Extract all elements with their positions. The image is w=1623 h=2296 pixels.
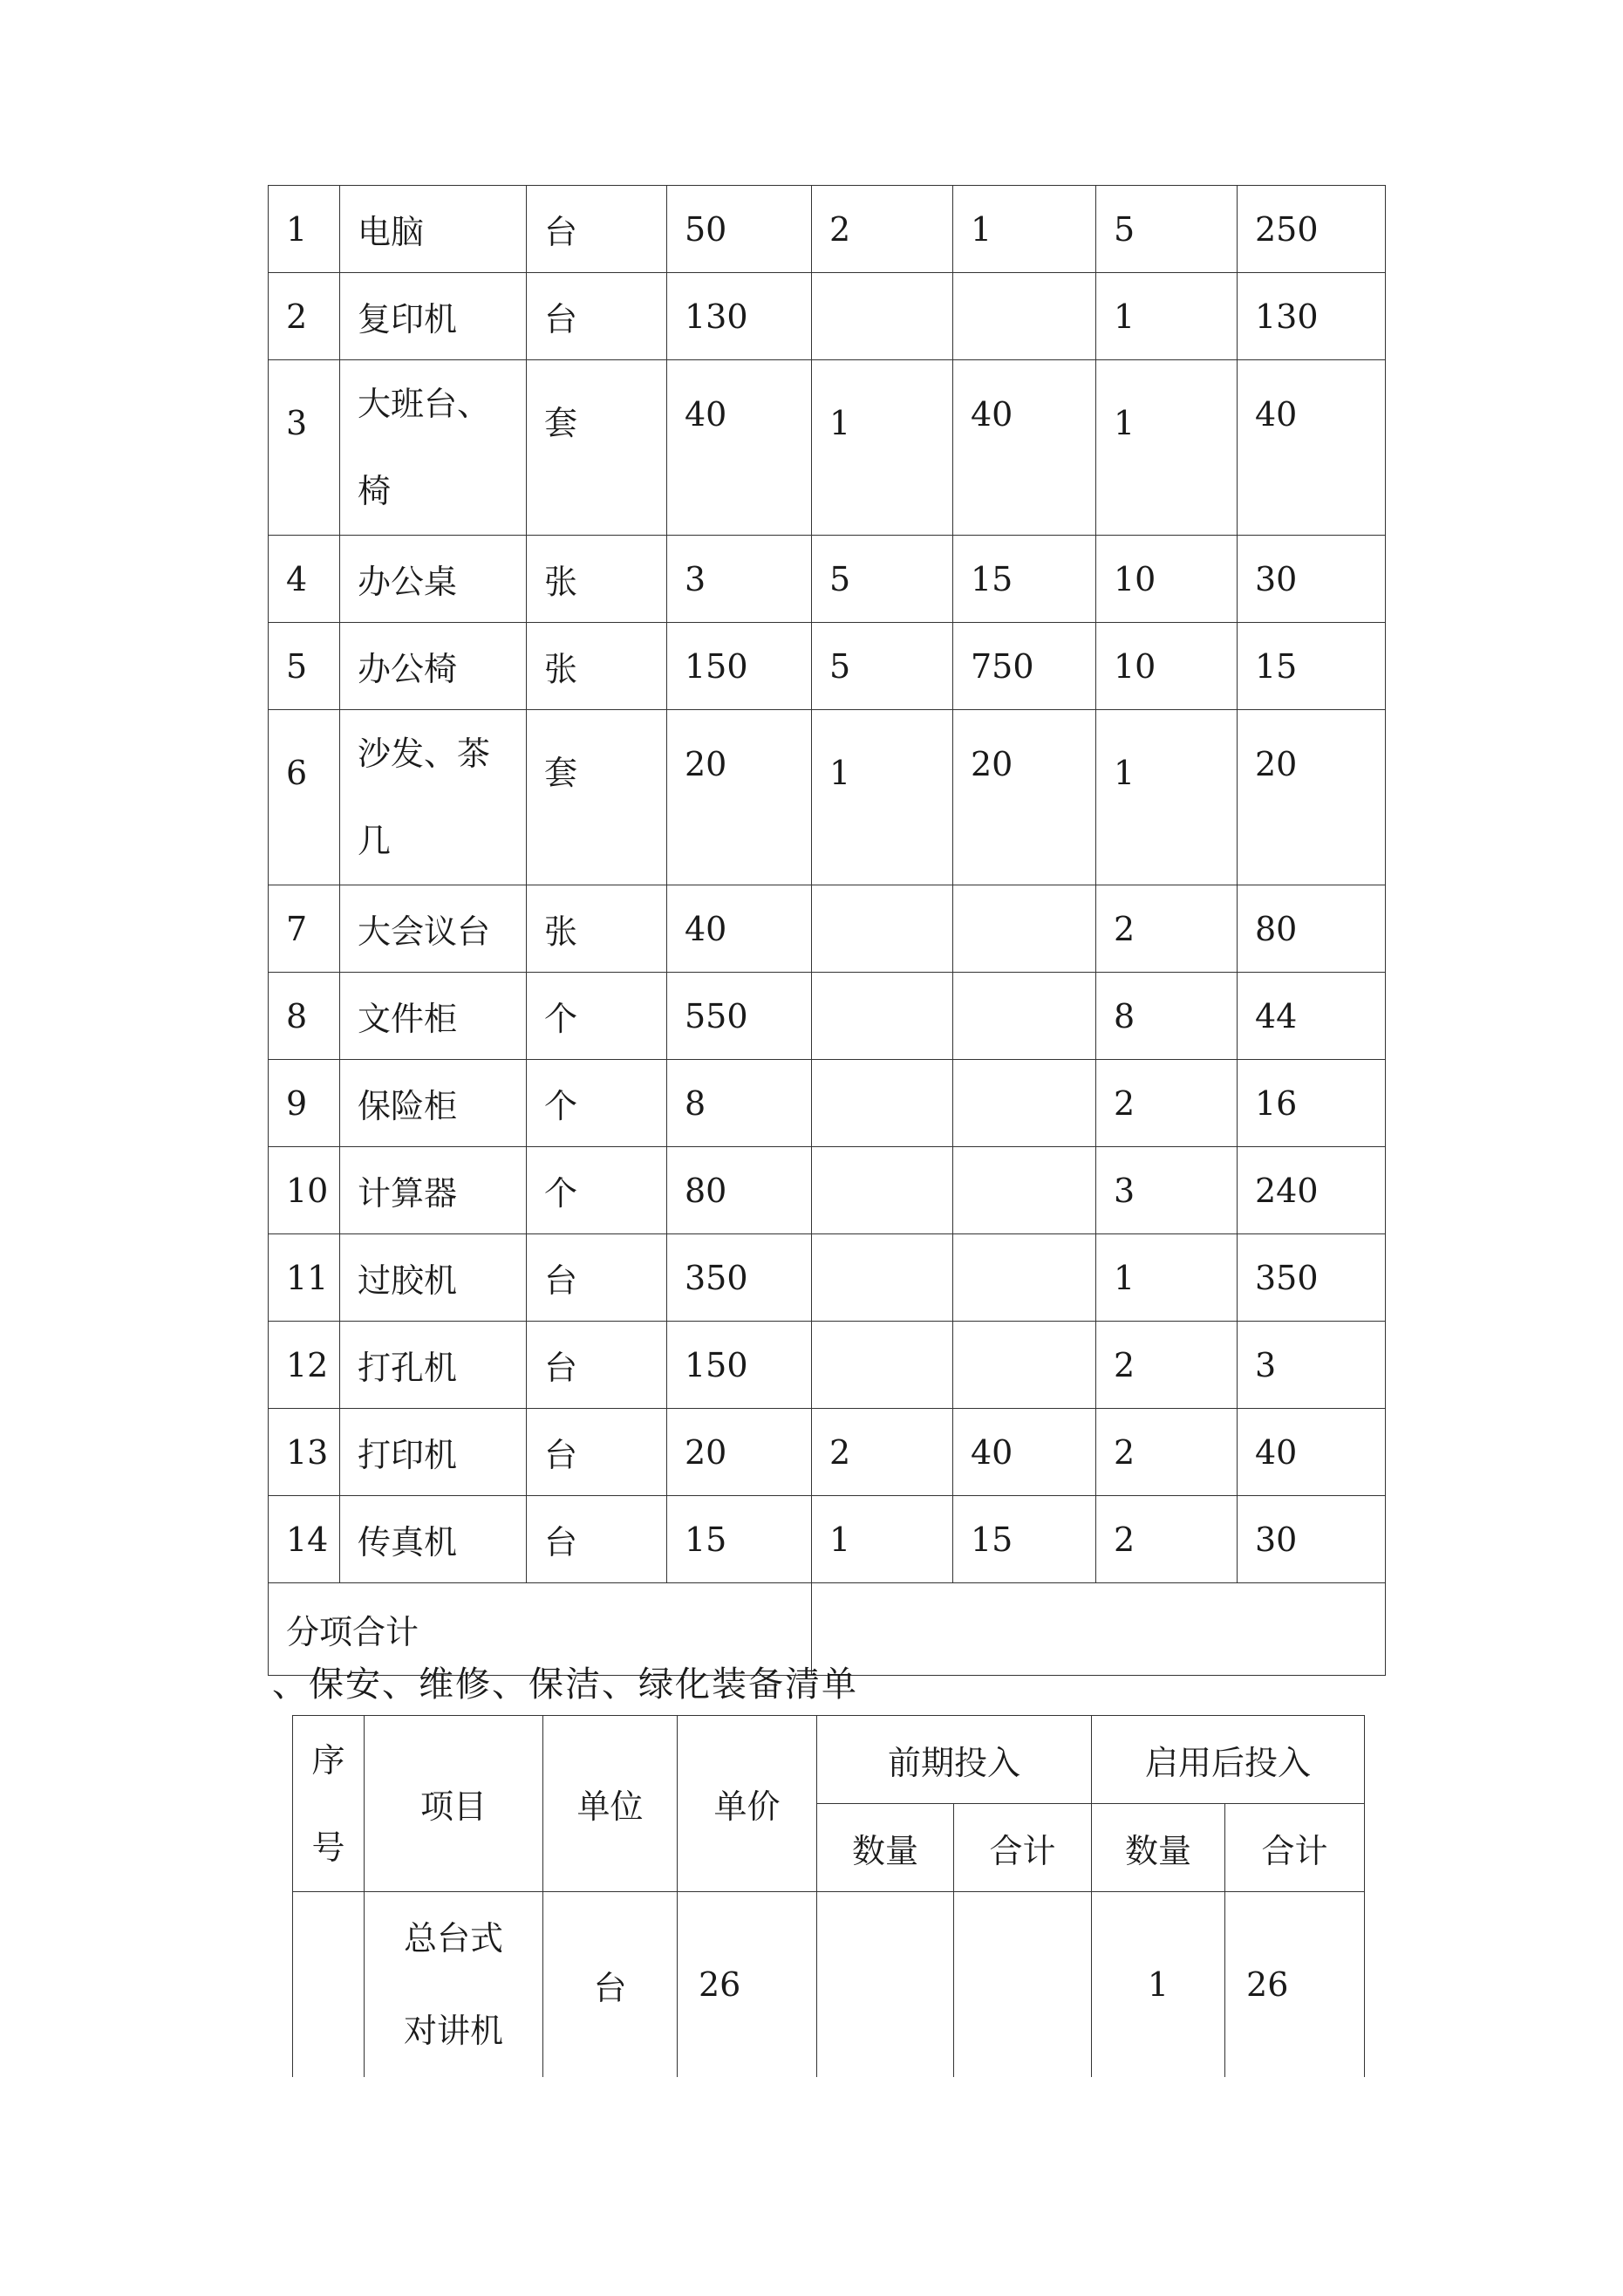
header-initial-total: 合计 [954, 1804, 1092, 1892]
unit-price: 130 [667, 273, 812, 360]
header-unit: 单位 [543, 1716, 678, 1892]
table-row [269, 973, 1386, 1060]
table-row [269, 885, 1386, 973]
later-total: 20 [1238, 710, 1386, 885]
later-quantity: 8 [1096, 973, 1238, 1060]
unit-price: 50 [667, 186, 812, 273]
row-number: 13 [269, 1409, 340, 1496]
table-row [269, 1322, 1386, 1409]
item-name: 打孔机 [340, 1322, 527, 1409]
later-quantity: 2 [1096, 1060, 1238, 1147]
item-unit: 个 [527, 973, 667, 1060]
header-later-total: 合计 [1225, 1804, 1365, 1892]
table-row [269, 1496, 1386, 1583]
header-item: 项目 [365, 1716, 543, 1892]
header-initial-quantity: 数量 [817, 1804, 954, 1892]
item-unit: 个 [527, 1060, 667, 1147]
row-number: 12 [269, 1322, 340, 1409]
later-quantity: 1 [1096, 273, 1238, 360]
initial-quantity [812, 1322, 953, 1409]
initial-total [953, 273, 1096, 360]
unit-price: 26 [678, 1892, 817, 2078]
later-total: 30 [1238, 536, 1386, 623]
item-name [365, 1892, 543, 2078]
unit-price: 150 [667, 623, 812, 710]
later-total: 3 [1238, 1322, 1386, 1409]
item-name: 大会议台 [340, 885, 527, 973]
row-number: 7 [269, 885, 340, 973]
later-quantity: 5 [1096, 186, 1238, 273]
initial-total: 15 [953, 1496, 1096, 1583]
row-number: 8 [269, 973, 340, 1060]
initial-quantity [817, 1892, 954, 2078]
item-unit: 个 [527, 1147, 667, 1234]
office-equipment-table [268, 185, 1386, 1676]
header-row [293, 1716, 1365, 1804]
initial-total: 1 [953, 186, 1096, 273]
later-quantity: 2 [1096, 1322, 1238, 1409]
initial-total [954, 1892, 1092, 2078]
later-total: 15 [1238, 623, 1386, 710]
item-name: 复印机 [340, 273, 527, 360]
initial-quantity: 1 [812, 710, 953, 885]
initial-quantity [812, 1234, 953, 1322]
item-unit: 台 [543, 1892, 678, 2078]
initial-quantity: 5 [812, 536, 953, 623]
item-unit: 套 [527, 360, 667, 536]
initial-total [953, 1147, 1096, 1234]
unit-price: 20 [667, 710, 812, 885]
header-initial-investment: 前期投入 [817, 1716, 1092, 1804]
unit-price: 40 [667, 885, 812, 973]
table-row [269, 710, 1386, 885]
item-name: 办公桌 [340, 536, 527, 623]
item-unit: 张 [527, 885, 667, 973]
item-name: 打印机 [340, 1409, 527, 1496]
header-post-launch-investment: 启用后投入 [1092, 1716, 1365, 1804]
table-row [269, 1060, 1386, 1147]
initial-total [953, 885, 1096, 973]
table-row [269, 1147, 1386, 1234]
table-row [269, 186, 1386, 273]
later-quantity: 2 [1096, 885, 1238, 973]
initial-total [953, 973, 1096, 1060]
section-title: 、保安、维修、保洁、绿化装备清单 [272, 1664, 858, 1705]
row-number: 9 [269, 1060, 340, 1147]
later-total: 40 [1238, 1409, 1386, 1496]
header-later-quantity: 数量 [1092, 1804, 1225, 1892]
item-unit: 台 [527, 1496, 667, 1583]
later-total: 26 [1225, 1892, 1365, 2078]
item-name: 保险柜 [340, 1060, 527, 1147]
initial-quantity [812, 973, 953, 1060]
row-number: 4 [269, 536, 340, 623]
later-quantity: 2 [1096, 1409, 1238, 1496]
later-total: 240 [1238, 1147, 1386, 1234]
item-unit: 台 [527, 186, 667, 273]
table-row [269, 360, 1386, 536]
item-name: 办公椅 [340, 623, 527, 710]
table-row [269, 273, 1386, 360]
row-number [293, 1892, 365, 2078]
initial-total [953, 1322, 1096, 1409]
unit-price: 350 [667, 1234, 812, 1322]
later-quantity: 10 [1096, 623, 1238, 710]
row-number: 5 [269, 623, 340, 710]
initial-quantity: 1 [812, 360, 953, 536]
later-total: 40 [1238, 360, 1386, 536]
later-total: 130 [1238, 273, 1386, 360]
later-quantity: 3 [1096, 1147, 1238, 1234]
item-name: 大班台、椅 [340, 360, 527, 536]
later-total: 350 [1238, 1234, 1386, 1322]
later-quantity: 10 [1096, 536, 1238, 623]
item-unit: 套 [527, 710, 667, 885]
item-name: 过胶机 [340, 1234, 527, 1322]
item-unit: 台 [527, 1322, 667, 1409]
initial-total: 750 [953, 623, 1096, 710]
later-total: 16 [1238, 1060, 1386, 1147]
initial-quantity: 2 [812, 1409, 953, 1496]
header-serial-number [293, 1716, 365, 1892]
row-number: 11 [269, 1234, 340, 1322]
unit-price: 3 [667, 536, 812, 623]
unit-price: 150 [667, 1322, 812, 1409]
subtotal-label: 分项合计 [269, 1583, 812, 1676]
row-number: 6 [269, 710, 340, 885]
later-quantity: 1 [1096, 1234, 1238, 1322]
subtotal-value [812, 1583, 1386, 1676]
item-name: 电脑 [340, 186, 527, 273]
later-total: 80 [1238, 885, 1386, 973]
item-name: 文件柜 [340, 973, 527, 1060]
header-unit-price: 单价 [678, 1716, 817, 1892]
later-total: 30 [1238, 1496, 1386, 1583]
later-quantity: 1 [1096, 710, 1238, 885]
later-total: 250 [1238, 186, 1386, 273]
table-row [269, 623, 1386, 710]
row-number: 3 [269, 360, 340, 536]
header-serial-number-label: 序号 [311, 1740, 345, 1867]
row-number: 10 [269, 1147, 340, 1234]
initial-total: 15 [953, 536, 1096, 623]
unit-price: 80 [667, 1147, 812, 1234]
table-row [269, 536, 1386, 623]
unit-price: 40 [667, 360, 812, 536]
later-quantity: 2 [1096, 1496, 1238, 1583]
initial-quantity [812, 1147, 953, 1234]
item-unit: 台 [527, 273, 667, 360]
unit-price: 550 [667, 973, 812, 1060]
initial-quantity [812, 1060, 953, 1147]
initial-quantity: 5 [812, 623, 953, 710]
initial-total: 20 [953, 710, 1096, 885]
table-row [269, 1409, 1386, 1496]
row-number: 2 [269, 273, 340, 360]
row-number: 14 [269, 1496, 340, 1583]
initial-total [953, 1060, 1096, 1147]
table-row [293, 1892, 1365, 2078]
unit-price: 15 [667, 1496, 812, 1583]
item-unit: 台 [527, 1409, 667, 1496]
initial-total: 40 [953, 360, 1096, 536]
item-name: 传真机 [340, 1496, 527, 1583]
unit-price: 8 [667, 1060, 812, 1147]
later-quantity: 1 [1092, 1892, 1225, 2078]
item-name: 计算器 [340, 1147, 527, 1234]
unit-price: 20 [667, 1409, 812, 1496]
table-row [269, 1234, 1386, 1322]
later-quantity: 1 [1096, 360, 1238, 536]
initial-quantity [812, 885, 953, 973]
row-number: 1 [269, 186, 340, 273]
security-maintenance-equipment-table [292, 1715, 1365, 2077]
item-unit: 张 [527, 623, 667, 710]
item-name: 沙发、茶几 [340, 710, 527, 885]
item-unit: 台 [527, 1234, 667, 1322]
item-unit: 张 [527, 536, 667, 623]
initial-total [953, 1234, 1096, 1322]
initial-quantity: 2 [812, 186, 953, 273]
item-name-text: 总台式对讲机 [404, 1919, 504, 2050]
later-total: 44 [1238, 973, 1386, 1060]
initial-quantity: 1 [812, 1496, 953, 1583]
initial-quantity [812, 273, 953, 360]
initial-total: 40 [953, 1409, 1096, 1496]
